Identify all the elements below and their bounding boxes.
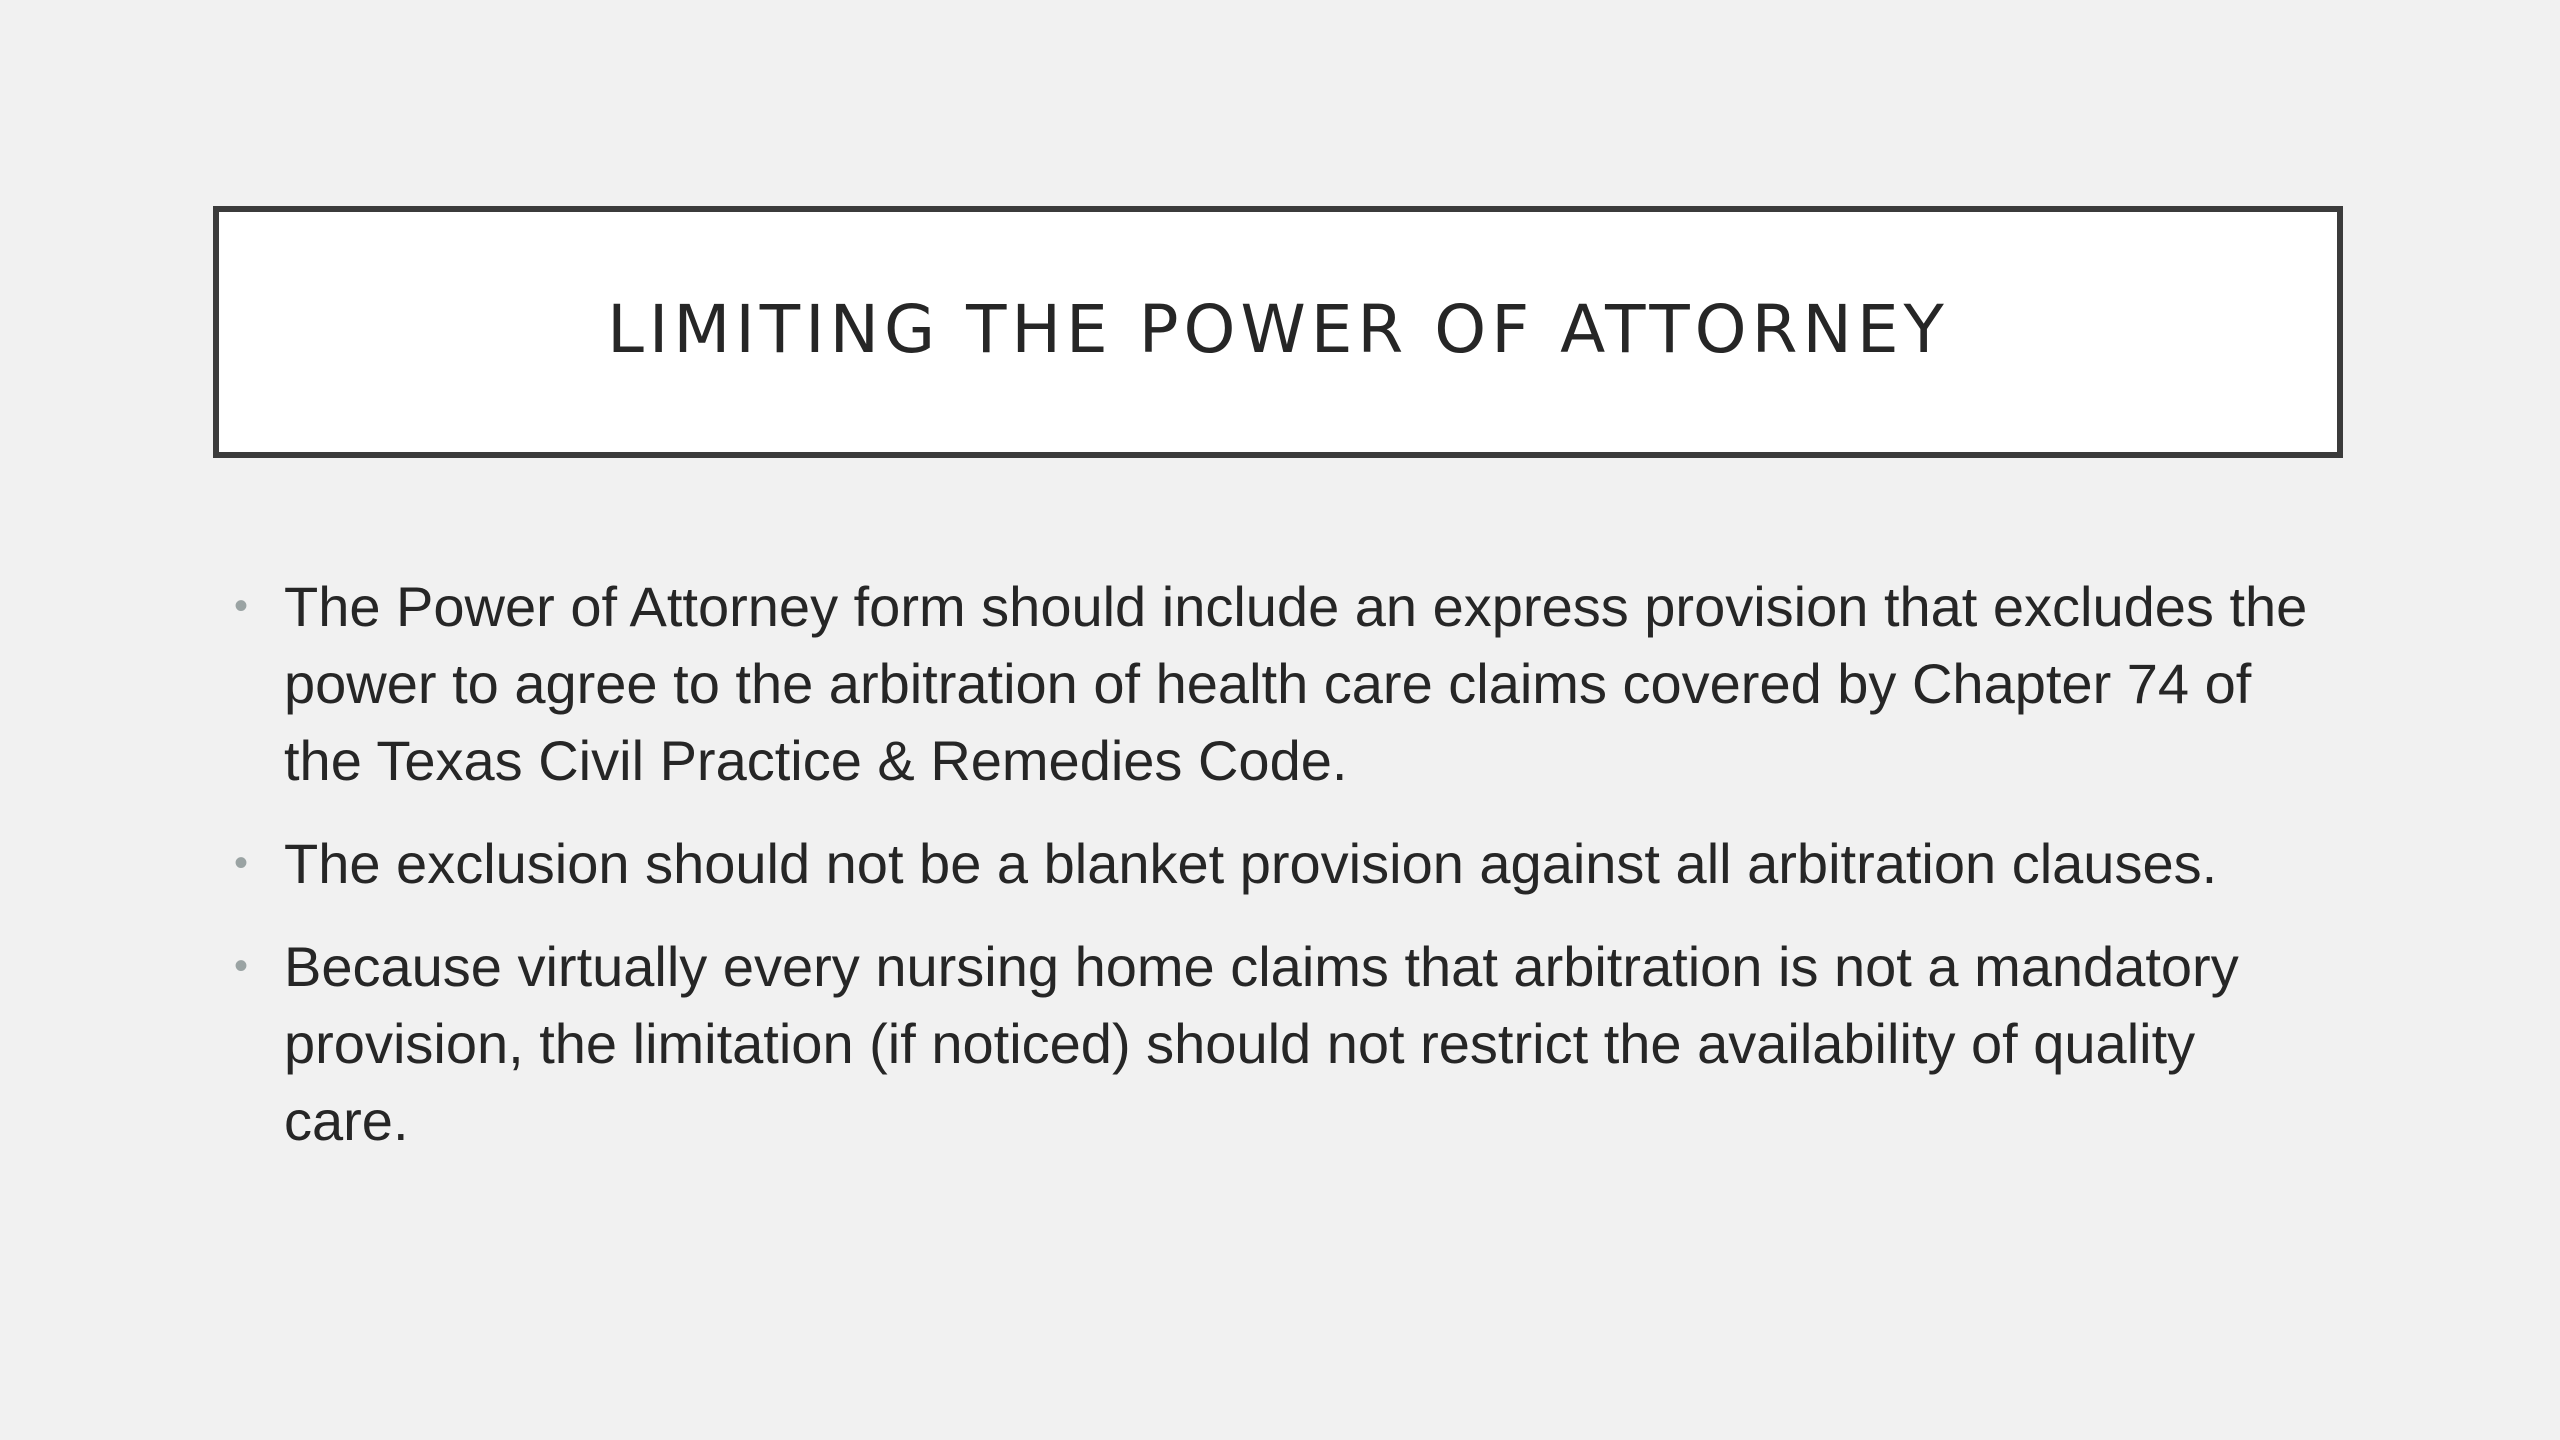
bullet-icon: •	[234, 841, 249, 885]
bullet-icon: •	[234, 584, 249, 628]
bullet-text: Because virtually every nursing home claims that arbitration is not a mandatory provision, the limitation (if noticed) should not restrict the availability of quality care.	[284, 935, 2239, 1152]
bullet-item	[230, 928, 2320, 1159]
bullet-item	[230, 825, 2320, 902]
bullet-list	[230, 568, 2320, 1185]
bullet-icon: •	[234, 944, 249, 988]
title-box	[213, 206, 2343, 458]
slide-title: LIMITING THE POWER OF ATTORNEY	[607, 290, 1949, 368]
bullet-item	[230, 568, 2320, 799]
bullet-text: The Power of Attorney form should include an express provision that excludes the power to agree to the arbitration of health care claims covered by Chapter 74 of the Texas Civil Practice & Remedies Code.	[284, 575, 2308, 792]
bullet-text: The exclusion should not be a blanket provision against all arbitration clauses.	[284, 832, 2218, 895]
